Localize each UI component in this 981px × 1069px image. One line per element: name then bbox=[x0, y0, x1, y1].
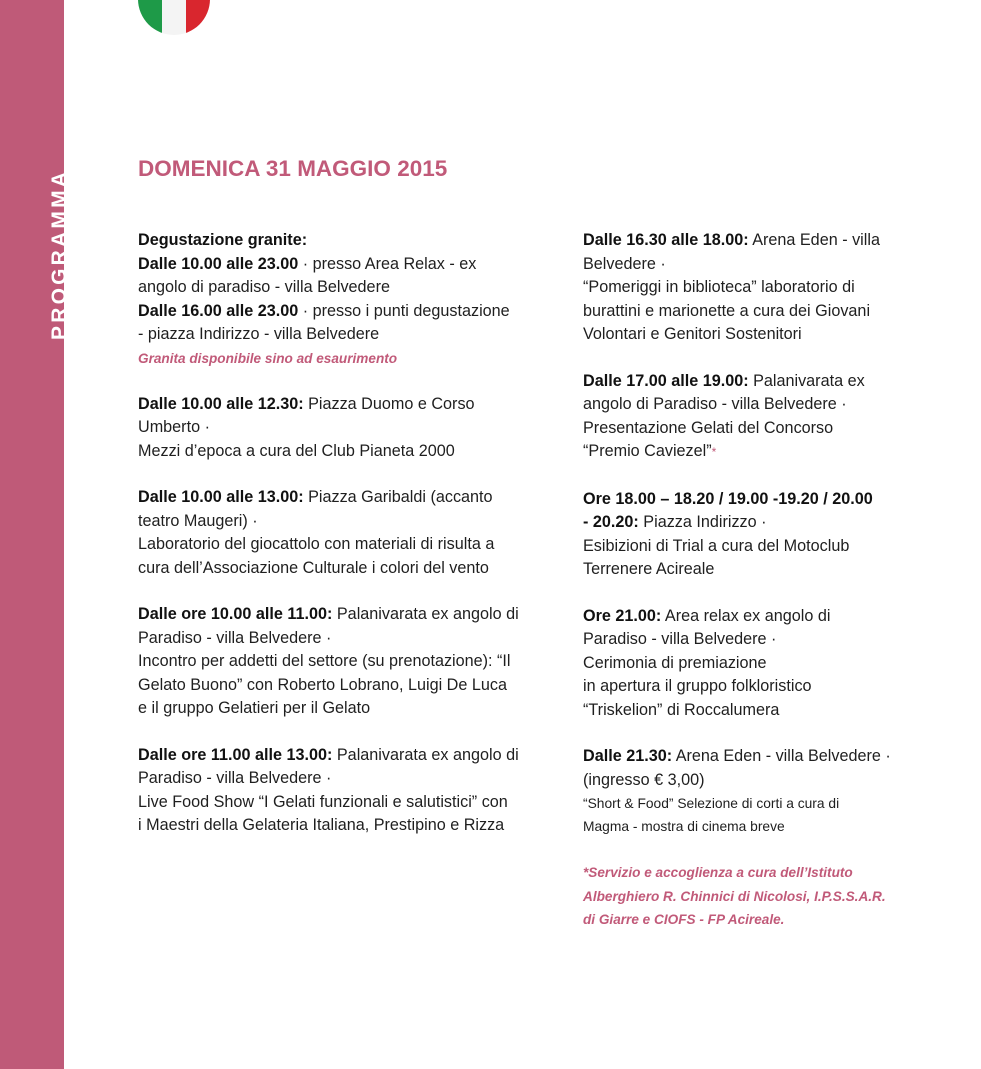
event-short-food bbox=[583, 745, 933, 838]
credit-note bbox=[583, 861, 933, 932]
event-place: Palanivarata ex angolo di bbox=[332, 745, 519, 764]
event-text: Umberto · bbox=[138, 418, 210, 436]
event-time: Dalle 16.30 alle 18.00: bbox=[583, 231, 749, 249]
event-place: Piazza Indirizzo · bbox=[638, 513, 767, 531]
page-title: DOMENICA 31 MAGGIO 2015 bbox=[138, 156, 448, 181]
event-text: cura dell’Associazione Culturale i colori del vento bbox=[138, 558, 489, 577]
event-text: Gelato Buono” con Roberto Lobrano, Luigi De Luca bbox=[138, 675, 507, 694]
event-professional-meeting bbox=[138, 603, 558, 721]
event-library-afternoon bbox=[583, 229, 933, 347]
event-place: Arena Eden - villa Belvedere · bbox=[672, 747, 891, 765]
event-text: Presentazione Gelati del Concorso bbox=[583, 418, 834, 437]
event-live-food-show bbox=[138, 744, 558, 838]
event-text: in apertura il gruppo folkloristico bbox=[583, 677, 812, 695]
event-place: · presso i punti degustazione bbox=[298, 301, 510, 320]
event-text: Paradiso - villa Belvedere · bbox=[583, 630, 777, 648]
event-vintage-cars bbox=[138, 393, 558, 464]
credit-line: *Servizio e accoglienza a cura dell’Istituto bbox=[583, 865, 853, 880]
event-time: Dalle 21.30: bbox=[583, 747, 673, 765]
side-band bbox=[0, 0, 71, 1069]
event-text: i Maestri della Gelateria Italiana, Prestipino e Rizza bbox=[138, 816, 505, 834]
event-text: “Pomeriggi in biblioteca” laboratorio di bbox=[583, 278, 855, 296]
event-note: Granita disponibile sino ad esaurimento bbox=[138, 350, 398, 366]
event-text: “Triskelion” di Roccalumera bbox=[583, 700, 780, 719]
event-time: Dalle 10.00 alle 23.00 bbox=[138, 254, 299, 273]
event-text: burattini e marionette a cura dei Giovani bbox=[583, 301, 871, 320]
event-text: e il gruppo Gelatieri per il Gelato bbox=[138, 699, 371, 717]
event-gelato-presentation bbox=[583, 370, 933, 465]
event-time: Ore 18.00 – 18.20 / 19.00 -19.20 / 20.00 bbox=[583, 489, 873, 508]
event-time: Dalle 16.00 alle 23.00 bbox=[138, 301, 299, 320]
event-granite bbox=[138, 229, 558, 370]
event-text: angolo di paradiso - villa Belvedere bbox=[138, 278, 390, 296]
event-text: angolo di Paradiso - villa Belvedere · bbox=[583, 395, 847, 413]
left-column bbox=[138, 229, 558, 861]
event-heading: Degustazione granite: bbox=[138, 231, 308, 249]
event-time: Dalle ore 10.00 alle 11.00: bbox=[138, 605, 333, 623]
event-text: (ingresso € 3,00) bbox=[583, 770, 705, 789]
event-text: Paradiso - villa Belvedere · bbox=[138, 769, 332, 787]
event-text: teatro Maugeri) · bbox=[138, 511, 258, 530]
credit-line: di Giarre e CIOFS - FP Acireale. bbox=[583, 912, 785, 927]
event-trial-show bbox=[583, 488, 933, 582]
event-text: Belvedere · bbox=[583, 254, 666, 273]
event-text: Live Food Show “I Gelati funzionali e salutistici” con bbox=[138, 792, 508, 811]
event-place: · presso Area Relax - ex bbox=[298, 254, 477, 273]
event-text: Laboratorio del giocattolo con materiali di risulta a bbox=[138, 535, 495, 553]
event-text: Incontro per addetti del settore (su prenotazione): “Il bbox=[138, 652, 511, 670]
right-column bbox=[583, 229, 933, 955]
event-time: Dalle ore 11.00 alle 13.00: bbox=[138, 745, 333, 764]
italian-flag-icon bbox=[138, 0, 210, 35]
event-text: - piazza Indirizzo - villa Belvedere bbox=[138, 325, 380, 343]
event-place: Area relax ex angolo di bbox=[661, 606, 831, 625]
event-time: Ore 21.00: bbox=[583, 606, 662, 625]
event-place: Arena Eden - villa bbox=[748, 231, 880, 249]
event-time: Dalle 17.00 alle 19.00: bbox=[583, 371, 749, 390]
credit-line: Alberghiero R. Chinnici di Nicolosi, I.P.S.S.A.R. bbox=[583, 888, 886, 904]
event-place: Palanivarata ex angolo di bbox=[332, 605, 519, 623]
footnote-star: * bbox=[711, 445, 717, 459]
event-time: - 20.20: bbox=[583, 513, 639, 531]
event-text: Mezzi d’epoca a cura del Club Pianeta 2000 bbox=[138, 441, 455, 460]
event-text: Esibizioni di Trial a cura del Motoclub bbox=[583, 536, 850, 555]
event-text: Magma - mostra di cinema breve bbox=[583, 819, 785, 834]
event-time: Dalle 10.00 alle 12.30: bbox=[138, 394, 304, 413]
event-place: Piazza Duomo e Corso bbox=[303, 394, 475, 413]
event-text: Paradiso - villa Belvedere · bbox=[138, 628, 332, 647]
event-time: Dalle 10.00 alle 13.00: bbox=[138, 488, 304, 506]
event-text: Volontari e Genitori Sostenitori bbox=[583, 325, 802, 343]
event-place: Palanivarata ex bbox=[748, 371, 865, 390]
event-text: Cerimonia di premiazione bbox=[583, 653, 767, 672]
event-award-ceremony bbox=[583, 605, 933, 723]
event-toy-lab bbox=[138, 486, 558, 580]
side-label: PROGRAMMA bbox=[48, 168, 71, 340]
event-text: Terrenere Acireale bbox=[583, 560, 715, 578]
event-text: “Short & Food” Selezione di corti a cura di bbox=[583, 796, 840, 811]
event-place: Piazza Garibaldi (accanto bbox=[303, 488, 493, 506]
event-text: “Premio Caviezel” bbox=[583, 442, 712, 460]
